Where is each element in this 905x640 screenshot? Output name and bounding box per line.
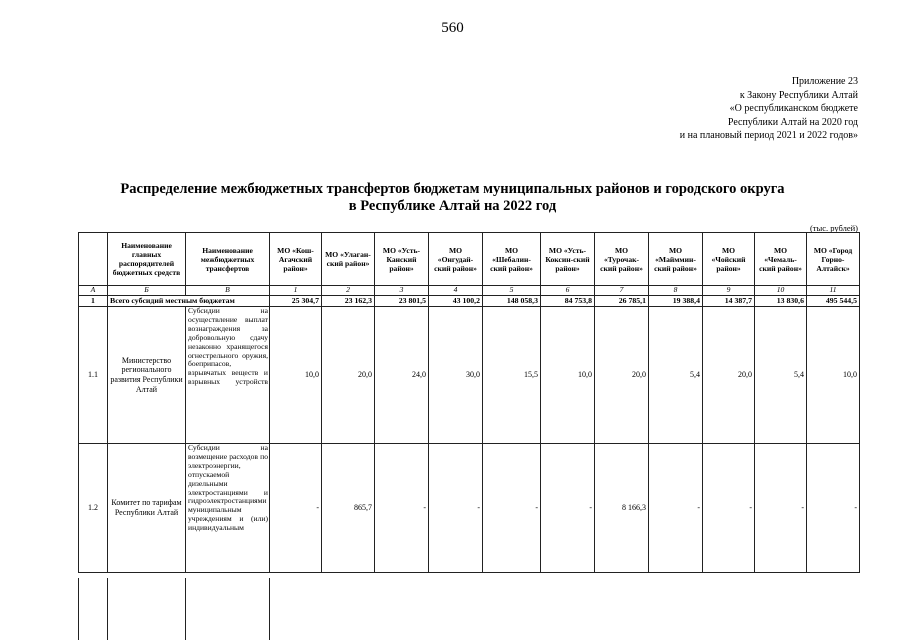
value-cell: 10,0 [541, 307, 595, 444]
total-value: 84 753,8 [541, 296, 595, 307]
header-cell: МО «Онгудай-ский район» [429, 233, 483, 286]
document-title-line: в Республике Алтай на 2022 год [348, 198, 557, 214]
appendix-line: к Закону Республики Алтай [739, 89, 858, 101]
value-cell: 8 166,3 [595, 444, 649, 573]
total-value: 43 100,2 [429, 296, 483, 307]
value-cell: - [755, 444, 807, 573]
column-rule [78, 578, 79, 640]
header-cell [79, 233, 108, 286]
units-label: (тыс. рублей) [809, 223, 858, 233]
row-number: 1 [79, 296, 108, 307]
transfer-description: Субсидии на осуществление выплат вознаграждения за добровольную сдачу незаконно хранящегося огнестрельного оружия, боеприпасов, взрывчатых веществ и взрывных устройств [186, 307, 270, 444]
value-cell: - [483, 444, 541, 573]
index-cell: 5 [483, 286, 541, 296]
index-cell: В [186, 286, 270, 296]
index-cell: 9 [703, 286, 755, 296]
value-cell: 10,0 [270, 307, 322, 444]
document-title-line: Распределение межбюджетных трансфертов бюджетам муниципальных районов и городского округа [120, 181, 785, 197]
column-rule [185, 578, 186, 640]
table-row [79, 444, 860, 573]
total-value: 23 801,5 [375, 296, 429, 307]
value-cell: 20,0 [703, 307, 755, 444]
index-cell: 10 [755, 286, 807, 296]
value-cell: - [649, 444, 703, 573]
budget-holder: Комитет по тарифам Республики Алтай [108, 444, 186, 573]
header-cell: МО «Чемаль-ский район» [755, 233, 807, 286]
total-value: 14 387,7 [703, 296, 755, 307]
document-title [60, 181, 845, 215]
header-cell: МО «Улаган-ский район» [322, 233, 375, 286]
row-number: 1.2 [79, 444, 108, 573]
column-rule [107, 578, 108, 640]
total-value: 495 544,5 [807, 296, 860, 307]
appendix-line: Приложение 23 [791, 76, 858, 87]
index-cell: 8 [649, 286, 703, 296]
value-cell: - [703, 444, 755, 573]
row-number: 1.1 [79, 307, 108, 444]
header-cell: Наименование главных распорядителей бюджетных средств [108, 233, 186, 286]
header-cell: МО «Турочак-ский район» [595, 233, 649, 286]
header-cell: МО «Кош-Агачский район» [270, 233, 322, 286]
value-cell: 30,0 [429, 307, 483, 444]
header-cell: Наименование межбюджетных трансфертов [186, 233, 270, 286]
total-value: 13 830,6 [755, 296, 807, 307]
total-value: 25 304,7 [270, 296, 322, 307]
total-label: Всего субсидий местным бюджетам [108, 296, 270, 307]
index-cell: А [79, 286, 108, 296]
header-cell: МО «Шебалин-ский район» [483, 233, 541, 286]
budget-holder: Министерство регионального развития Республики Алтай [108, 307, 186, 444]
appendix-line: Республики Алтай на 2020 год [727, 116, 858, 128]
header-cell: МО «Усть-Канский район» [375, 233, 429, 286]
total-value: 19 388,4 [649, 296, 703, 307]
value-cell: 10,0 [807, 307, 860, 444]
table-header-row [79, 233, 860, 286]
appendix-line: «О республиканском бюджете [729, 103, 858, 114]
value-cell: 5,4 [755, 307, 807, 444]
transfers-table [78, 232, 860, 573]
table-continuation [78, 578, 859, 640]
column-index-row [79, 286, 860, 296]
index-cell: Б [108, 286, 186, 296]
value-cell: - [541, 444, 595, 573]
index-cell: 6 [541, 286, 595, 296]
total-value: 148 058,3 [483, 296, 541, 307]
index-cell: 3 [375, 286, 429, 296]
index-cell: 7 [595, 286, 649, 296]
value-cell: 15,5 [483, 307, 541, 444]
table-row [79, 307, 860, 444]
appendix-line: и на плановый период 2021 и 2022 годов» [679, 130, 858, 141]
page-number: 560 [441, 20, 464, 36]
value-cell: - [807, 444, 860, 573]
header-cell: МО «Чойский район» [703, 233, 755, 286]
value-cell: - [429, 444, 483, 573]
value-cell: 20,0 [322, 307, 375, 444]
header-cell: МО «Майммин-ский район» [649, 233, 703, 286]
index-cell: 2 [322, 286, 375, 296]
value-cell: 20,0 [595, 307, 649, 444]
value-cell: - [270, 444, 322, 573]
value-cell: 5,4 [649, 307, 703, 444]
value-cell: 24,0 [375, 307, 429, 444]
header-cell: МО «Усть-Коксин-ский район» [541, 233, 595, 286]
total-value: 23 162,3 [322, 296, 375, 307]
value-cell: 865,7 [322, 444, 375, 573]
appendix-note [538, 75, 858, 143]
index-cell: 1 [270, 286, 322, 296]
transfer-description: Субсидии на возмещение расходов по электроэнергии, отпускаемой дизельными электростанциями и гидроэлектростанциями муниципальным учреждениям и (или) индивидуальным [186, 444, 270, 573]
total-value: 26 785,1 [595, 296, 649, 307]
value-cell: - [375, 444, 429, 573]
index-cell: 11 [807, 286, 860, 296]
column-rule [269, 578, 270, 640]
index-cell: 4 [429, 286, 483, 296]
total-row [79, 296, 860, 307]
header-cell: МО «Город Горно-Алтайск» [807, 233, 860, 286]
